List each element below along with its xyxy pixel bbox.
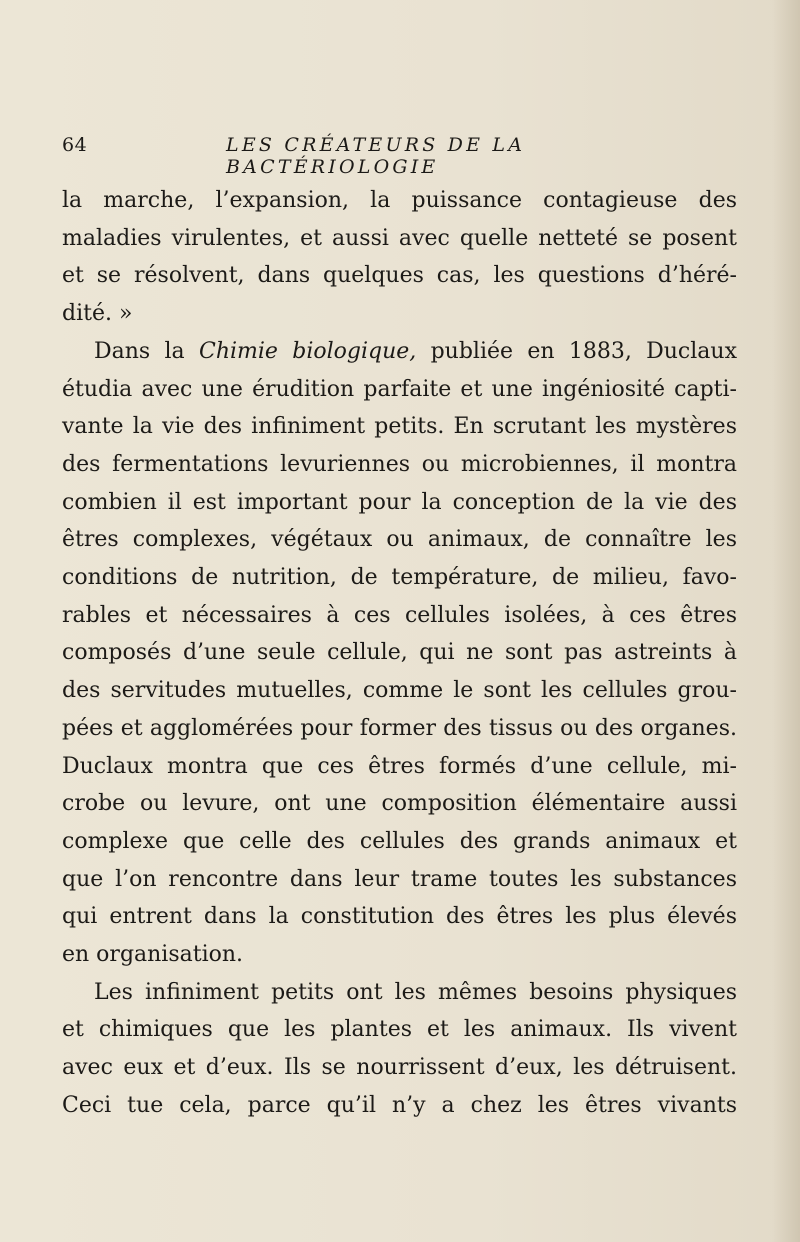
text-line: Les infiniment petits ont les mêmes besoins physiques xyxy=(94,979,737,1005)
running-title: LES CRÉATEURS DE LA BACTÉRIOLOGIE xyxy=(226,134,526,178)
text-run: Dans la xyxy=(94,338,199,364)
text-line: en organisation. xyxy=(62,942,244,968)
text-line: complexe que celle des cellules des grands animaux et xyxy=(62,828,737,854)
text-line xyxy=(62,333,737,371)
text-line: pées et agglomérées pour former des tissus ou des organes. xyxy=(62,715,737,741)
text-line: composés d’une seule cellule, qui ne sont pas astreints à xyxy=(62,640,737,666)
page-edge-shadow xyxy=(772,0,800,1242)
text-line: la marche, l’expansion, la puissance contagieuse des xyxy=(62,188,737,213)
text-line: avec eux et d’eux. Ils se nourrissent d’eux, les détruisent. xyxy=(62,1055,737,1081)
text-line: et chimiques que les plantes et les animaux. Ils vivent xyxy=(62,1017,737,1043)
book-title-italic: Chimie biologique, xyxy=(198,338,417,364)
text-line: qui entrent dans la constitution des êtres les plus élevés xyxy=(62,904,737,930)
text-line: rables et nécessaires à ces cellules isolées, à ces êtres xyxy=(62,602,737,628)
text-line: maladies virulentes, et aussi avec quelle netteté se posent xyxy=(62,225,737,251)
text-line: êtres complexes, végétaux ou animaux, de connaître les xyxy=(62,527,737,553)
text-line: étudia avec une érudition parfaite et une ingéniosité capti- xyxy=(62,376,737,402)
page-number: 64 xyxy=(62,134,88,156)
text-line: crobe ou levure, ont une composition élémentaire aussi xyxy=(62,791,737,817)
text-line: des fermentations levuriennes ou microbiennes, il montra xyxy=(62,451,737,477)
text-line: conditions de nutrition, de température, de milieu, favo- xyxy=(62,565,737,591)
page-header xyxy=(62,134,742,178)
text-line: que l’on rencontre dans leur trame toutes les substances xyxy=(62,866,737,892)
text-line: dité. » xyxy=(62,301,133,327)
body-text xyxy=(62,182,737,1125)
text-line: et se résolvent, dans quelques cas, les questions d’héré- xyxy=(62,263,737,289)
text-line: combien il est important pour la conception de la vie des xyxy=(62,489,737,515)
text-line: des servitudes mutuelles, comme le sont les cellules grou- xyxy=(62,678,737,704)
text-line: vante la vie des infiniment petits. En scrutant les mystères xyxy=(62,414,737,440)
text-line: Duclaux montra que ces êtres formés d’une cellule, mi- xyxy=(62,753,737,779)
text-line: Ceci tue cela, parce qu’il n’y a chez les êtres vivants xyxy=(62,1092,737,1118)
text-run: publiée en 1883, Duclaux xyxy=(416,338,737,364)
